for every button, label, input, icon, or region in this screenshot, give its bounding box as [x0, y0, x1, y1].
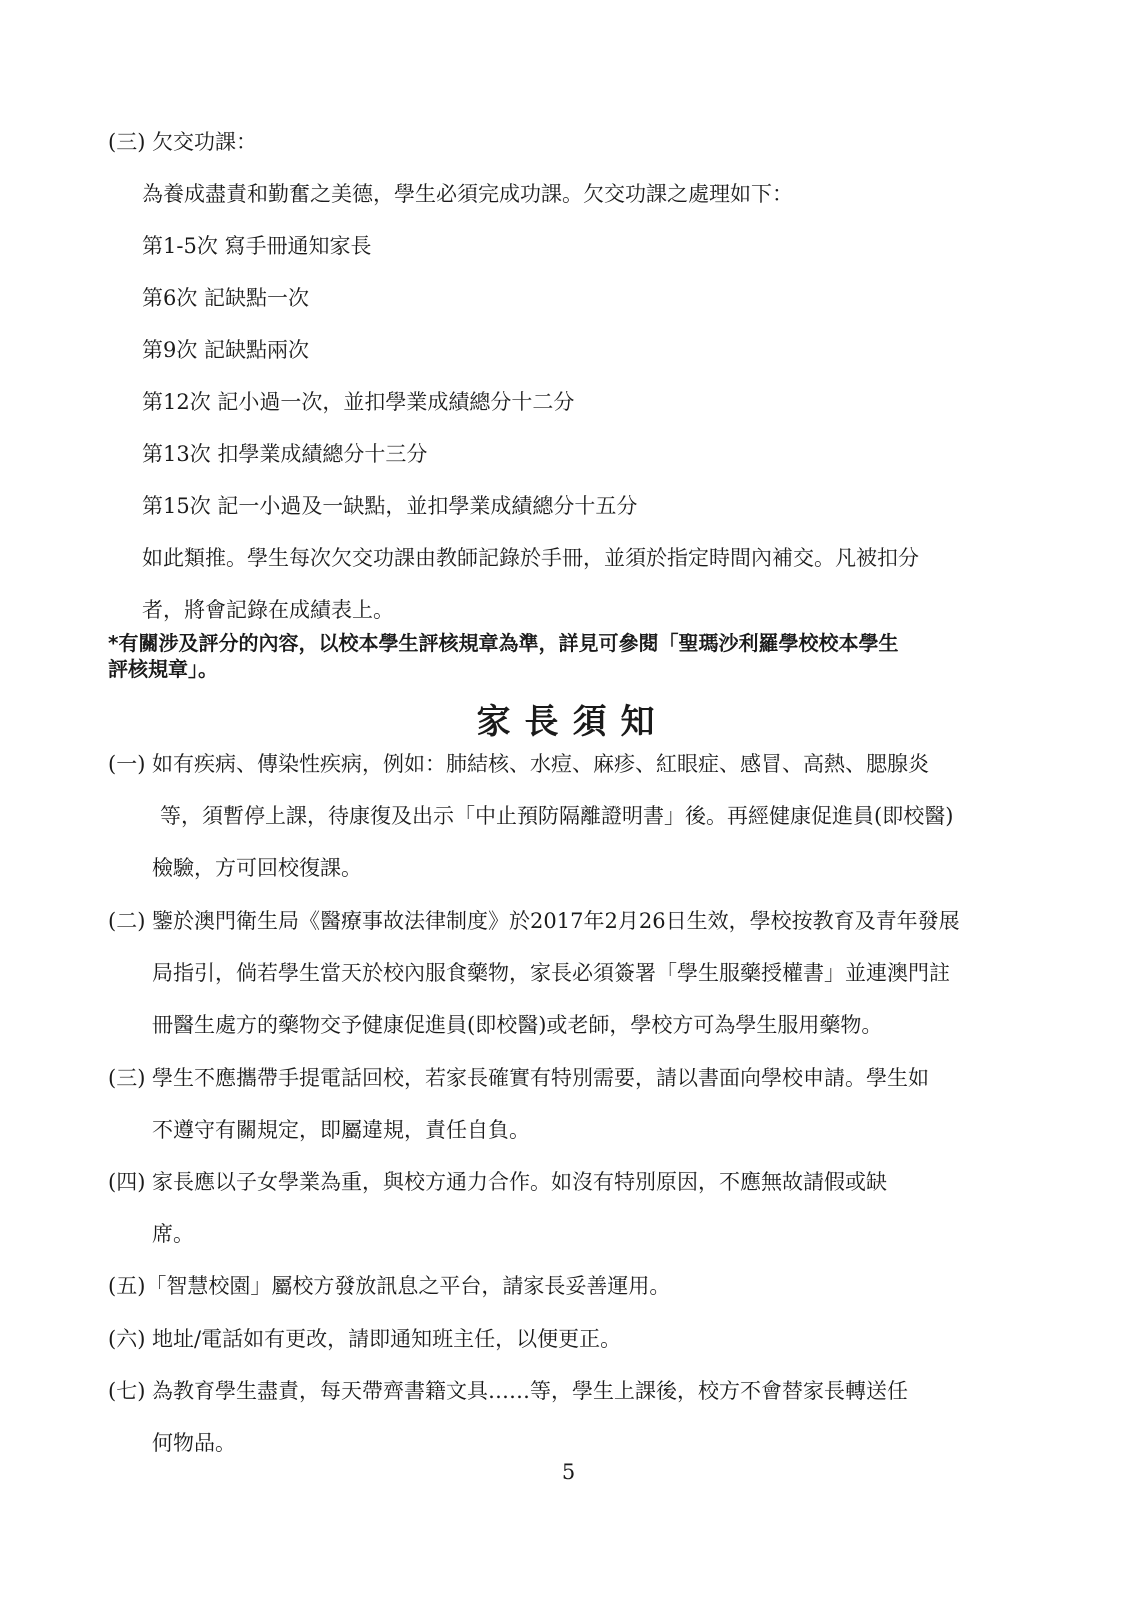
- homework-rule-4: 第12次 記小過一次，並扣學業成績總分十二分: [142, 390, 575, 414]
- homework-rule-1: 第1-5次 寫手冊通知家長: [142, 234, 372, 258]
- section-3-closing-line-1: 如此類推。學生每次欠交功課由教師記錄於手冊，並須於指定時間內補交。凡被扣分: [142, 546, 919, 570]
- homework-rule-3: 第9次 記缺點兩次: [142, 338, 310, 362]
- assessment-note-line-2: 評核規章」。: [108, 657, 218, 681]
- notice-item-2-line-3: 冊醫生處方的藥物交予健康促進員(即校醫)或老師，學校方可為學生服用藥物。: [152, 1013, 883, 1037]
- parents-notice-heading: 家長須知: [476, 702, 669, 742]
- notice-item-5-line-1: (五)「智慧校園」屬校方發放訊息之平台，請家長妥善運用。: [108, 1274, 671, 1298]
- section-3-closing-line-2: 者，將會記錄在成績表上。: [142, 598, 394, 622]
- homework-rule-2: 第6次 記缺點一次: [142, 286, 310, 310]
- notice-item-2-line-2: 局指引，倘若學生當天於校內服食藥物，家長必須簽署「學生服藥授權書」並連澳門註: [152, 961, 950, 985]
- homework-rule-5: 第13次 扣學業成績總分十三分: [142, 442, 428, 466]
- notice-item-1-line-1: (一) 如有疾病、傳染性疾病，例如：肺結核、水痘、麻疹、紅眼症、感冒、高熱、腮腺炎: [108, 752, 930, 776]
- section-3-intro: 為養成盡責和勤奮之美德，學生必須完成功課。欠交功課之處理如下：: [142, 182, 793, 206]
- notice-item-4-line-2: 席。: [152, 1222, 194, 1246]
- page-number: 5: [561, 1460, 576, 1484]
- notice-item-1-line-3: 檢驗，方可回校復課。: [152, 856, 362, 880]
- notice-item-1-line-2: 等，須暫停上課，待康復及出示「中止預防隔離證明書」後。再經健康促進員(即校醫): [160, 804, 954, 828]
- notice-item-3-line-1: (三) 學生不應攜帶手提電話回校，若家長確實有特別需要，請以書面向學校申請。學生如: [108, 1066, 930, 1090]
- notice-item-7-line-1: (七) 為教育學生盡責，每天帶齊書籍文具……等，學生上課後，校方不會替家長轉送任: [108, 1379, 909, 1403]
- notice-item-3-line-2: 不遵守有關規定，即屬違規，責任自負。: [152, 1118, 530, 1142]
- homework-rule-6: 第15次 記一小過及一缺點，並扣學業成績總分十五分: [142, 494, 638, 518]
- notice-item-6-line-1: (六) 地址/電話如有更改，請即通知班主任，以便更正。: [108, 1327, 622, 1351]
- notice-item-7-line-2: 何物品。: [152, 1431, 236, 1455]
- section-3-title: (三) 欠交功課：: [108, 130, 258, 154]
- notice-item-2-line-1: (二) 鑒於澳門衛生局《醫療事故法律制度》於2017年2月26日生效，學校按教育及青年發展: [108, 909, 960, 933]
- assessment-note-line-1: *有關涉及評分的內容，以校本學生評核規章為準，詳見可參閱「聖瑪沙利羅學校校本學生: [108, 631, 899, 655]
- notice-item-4-line-1: (四) 家長應以子女學業為重，與校方通力合作。如沒有特別原因，不應無故請假或缺: [108, 1170, 888, 1194]
